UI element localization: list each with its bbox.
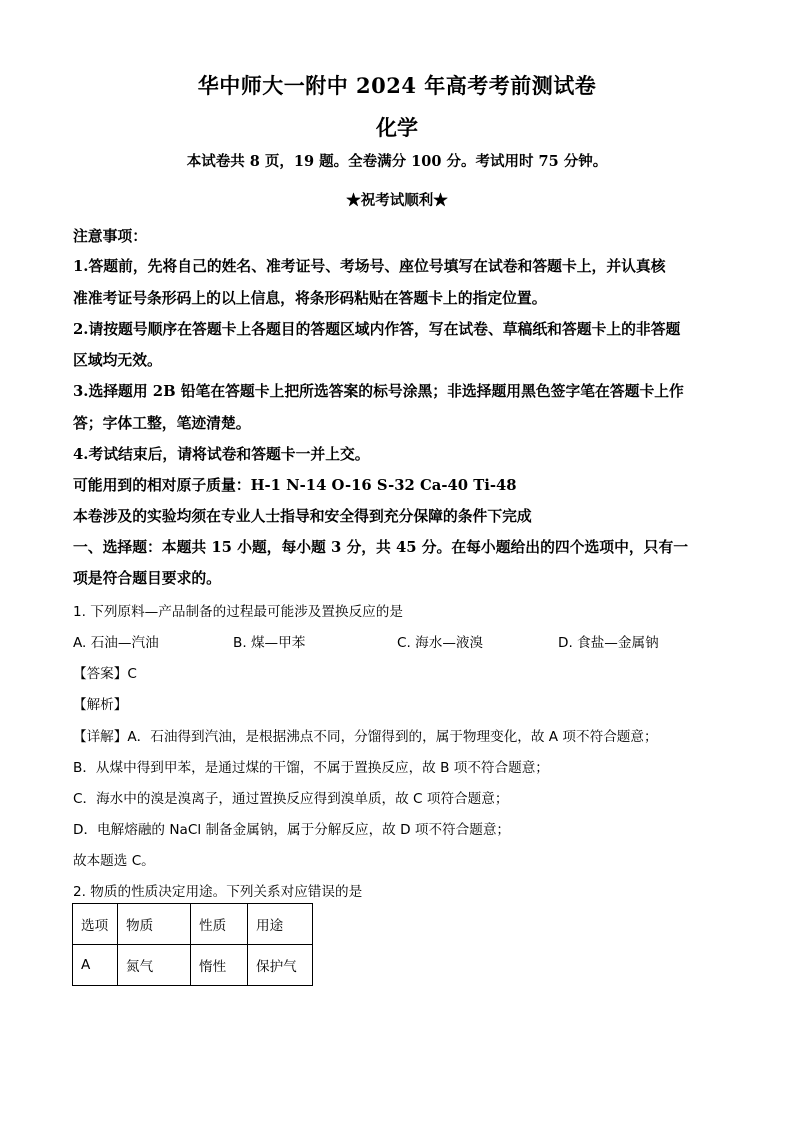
blessing: ★祝考试顺利★ bbox=[346, 192, 448, 209]
note-line: 2.请按题号顺序在答题卡上各题目的答题区域内作答，写在试卷、草稿纸和答题卡上的非答题 bbox=[73, 321, 681, 338]
question-2-stem: 2. 物质的性质决定用途。下列关系对应错误的是 bbox=[73, 884, 363, 900]
q1-option-a: A. 石油—汽油 bbox=[73, 635, 159, 651]
q1-option-c: C. 海水—液溴 bbox=[397, 635, 484, 651]
safety-note: 本卷涉及的实验均须在专业人士指导和安全得到充分保障的条件下完成 bbox=[73, 508, 532, 525]
table-header-cell: 选项 bbox=[73, 904, 118, 945]
note-line: 4.考试结束后，请将试卷和答题卡一并上交。 bbox=[73, 446, 370, 463]
q1-option-d: D. 食盐—金属钠 bbox=[558, 635, 659, 651]
table-header-cell: 物质 bbox=[118, 904, 191, 945]
table-header-cell: 性质 bbox=[191, 904, 248, 945]
q1-analysis-label: 【解析】 bbox=[73, 697, 128, 713]
q2-options-table bbox=[72, 903, 313, 986]
note-line: 准准考证号条形码上的以上信息，将条形码粘贴在答题卡上的指定位置。 bbox=[73, 290, 547, 307]
q1-detail-line: D．电解熔融的 NaCl 制备金属钠，属于分解反应，故 D 项不符合题意； bbox=[73, 822, 511, 838]
table-header-row bbox=[73, 904, 313, 945]
exam-subject: 化学 bbox=[376, 115, 418, 140]
note-line: 3.选择题用 2B 铅笔在答题卡上把所选答案的标号涂黑；非选择题用黑色签字笔在答题卡上作 bbox=[73, 383, 684, 400]
q1-detail-line: C．海水中的溴是溴离子，通过置换反应得到溴单质，故 C 项符合题意； bbox=[73, 791, 509, 807]
q1-option-b: B. 煤—甲苯 bbox=[233, 635, 306, 651]
exam-title: 华中师大一附中 2024 年高考考前测试卷 bbox=[197, 73, 597, 98]
q1-answer: 【答案】C bbox=[73, 666, 137, 682]
section-heading: 项是符合题目要求的。 bbox=[73, 570, 221, 587]
table-header-cell: 用途 bbox=[248, 904, 313, 945]
q1-conclusion: 故本题选 C。 bbox=[73, 853, 155, 869]
table-cell: 保护气 bbox=[248, 945, 313, 986]
notes-heading: 注意事项： bbox=[73, 228, 147, 245]
q1-detail-line: 【详解】A．石油得到汽油，是根据沸点不同，分馏得到的，属于物理变化，故 A 项不符合题意； bbox=[73, 729, 658, 745]
question-1-stem: 1. 下列原料—产品制备的过程最可能涉及置换反应的是 bbox=[73, 604, 403, 620]
note-line: 答；字体工整，笔迹清楚。 bbox=[73, 415, 251, 432]
table-cell: A bbox=[73, 945, 118, 986]
table-cell: 惰性 bbox=[191, 945, 248, 986]
table-cell: 氮气 bbox=[118, 945, 191, 986]
note-line: 区域均无效。 bbox=[73, 352, 162, 369]
table-row bbox=[73, 945, 313, 986]
q1-detail-line: B．从煤中得到甲苯，是通过煤的干馏，不属于置换反应，故 B 项不符合题意； bbox=[73, 760, 549, 776]
note-line: 1.答题前，先将自己的姓名、准考证号、考场号、座位号填写在试卷和答题卡上，并认真核 bbox=[73, 258, 666, 275]
exam-info: 本试卷共 8 页，19 题。全卷满分 100 分。考试用时 75 分钟。 bbox=[186, 153, 608, 170]
section-heading: 一、选择题：本题共 15 小题，每小题 3 分，共 45 分。在每小题给出的四个选项中，只有一 bbox=[73, 539, 689, 556]
atomic-masses: 可能用到的相对原子质量：H-1 N-14 O-16 S-32 Ca-40 Ti-48 bbox=[73, 477, 517, 494]
